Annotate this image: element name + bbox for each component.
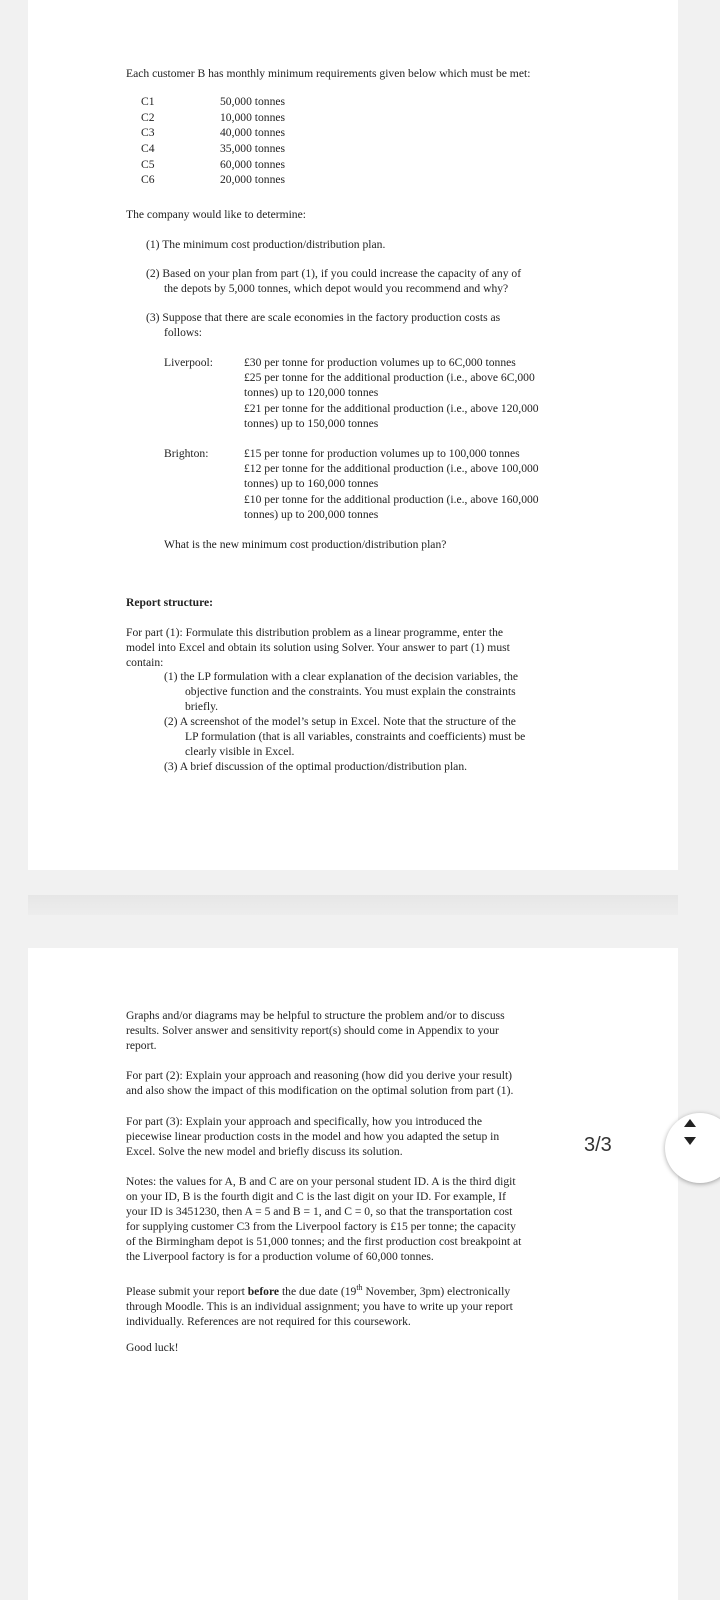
customer-id: C6 xyxy=(141,173,155,187)
part3-line: piecewise linear production costs in the model and how you adapted the setup in xyxy=(126,1130,500,1143)
part2-paragraph xyxy=(126,1068,513,1098)
brighton-cost-line: tonnes) up to 160,000 tonnes xyxy=(244,477,379,491)
customer-requirement: 50,000 tonnes xyxy=(220,95,286,108)
notes-line: Notes: the values for A, B and C are on your personal student ID. A is the third digit xyxy=(126,1175,516,1188)
question-3-line-2: follows: xyxy=(164,326,203,339)
notes-paragraph xyxy=(126,1174,521,1264)
brighton-cost-line: £12 per tonne for the additional production (i.e., above 100,000 xyxy=(244,462,539,476)
brighton-cost-line: £15 per tonne for production volumes up to 100,000 tonnes xyxy=(244,447,520,460)
item-2-cont xyxy=(185,729,525,759)
question-2-line-2: the depots by 5,000 tonnes, which depot would you recommend and why? xyxy=(164,282,509,295)
new-plan-question: What is the new minimum cost production/distribution plan? xyxy=(164,538,447,551)
part3-line: Excel. Solve the new model and briefly discuss its solution. xyxy=(126,1145,403,1158)
part1-paragraph xyxy=(126,625,510,671)
question-1: (1) The minimum cost production/distribution plan. xyxy=(146,238,386,251)
arrow-down-icon[interactable] xyxy=(684,1137,696,1145)
customer-id: C2 xyxy=(141,110,155,124)
customer-id: C5 xyxy=(141,157,155,171)
notes-line: the Liverpool factory is for a production volume of 60,000 tonnes. xyxy=(126,1250,434,1263)
part3-paragraph xyxy=(126,1114,499,1159)
item-1-line-1: (1) the LP formulation with a clear explanation of the decision variables, the xyxy=(164,670,519,683)
liverpool-label: Liverpool: xyxy=(164,356,213,369)
brighton-costs xyxy=(244,446,539,522)
liverpool-cost-line: £25 per tonne for the additional production (i.e., above 6C,000 xyxy=(244,371,535,385)
report-structure-heading: Report structure: xyxy=(126,596,214,609)
submit-line: through Moodle. This is an individual assignment; you have to write up your report xyxy=(126,1299,513,1313)
brighton-cost-line: tonnes) up to 200,000 tonnes xyxy=(244,507,379,521)
graphs-line: results. Solver answer and sensitivity report(s) should come in Appendix to your xyxy=(126,1024,499,1037)
customer-list xyxy=(141,94,181,188)
determine-text: The company would like to determine: xyxy=(126,208,306,221)
part2-line: For part (2): Explain your approach and reasoning (how did you derive your result) xyxy=(126,1069,513,1082)
liverpool-cost-line: tonnes) up to 150,000 tonnes xyxy=(244,416,379,430)
part2-line: and also show the impact of this modification on the optimal solution from part (1). xyxy=(126,1084,514,1097)
part1-line: For part (1): Formulate this distribution problem as a linear programme, enter the xyxy=(126,626,504,639)
item-2-line-1: (2) A screenshot of the model’s setup in Excel. Note that the structure of the xyxy=(164,715,516,728)
submit-text: Please submit your report xyxy=(126,1284,248,1298)
customer-id: C3 xyxy=(141,126,155,140)
requirement-list xyxy=(220,94,340,188)
customer-id: C1 xyxy=(141,95,155,108)
part3-line: For part (3): Explain your approach and specifically, how you introduced the xyxy=(126,1115,482,1128)
notes-line: of the Birmingham depot is 51,000 tonnes; and the first production cost breakpoint at xyxy=(126,1235,522,1248)
good-luck-text: Good luck! xyxy=(126,1341,179,1354)
notes-line: for supplying customer C3 from the Liverpool factory is £15 per tonne; the capacity xyxy=(126,1220,516,1233)
graphs-line: report. xyxy=(126,1039,157,1052)
item-2-line: LP formulation (that is all variables, constraints and coefficients) must be xyxy=(185,730,526,743)
page-gap xyxy=(28,895,678,915)
liverpool-cost-line: £21 per tonne for the additional production (i.e., above 120,000 xyxy=(244,401,539,415)
part1-line: model into Excel and obtain its solution using Solver. Your answer to part (1) must xyxy=(126,641,510,655)
customer-requirement: 20,000 tonnes xyxy=(220,173,286,187)
submit-line xyxy=(126,1280,513,1299)
notes-line: your ID is 3451230, then A = 5 and B = 1, and C = 0, so that the transportation cost xyxy=(126,1205,513,1218)
page-indicator: 3/3 xyxy=(584,1134,612,1156)
customer-requirement: 35,000 tonnes xyxy=(220,142,286,156)
customer-requirement: 10,000 tonnes xyxy=(220,110,286,124)
graphs-line: Graphs and/or diagrams may be helpful to structure the problem and/or to discuss xyxy=(126,1009,505,1022)
question-2-line-1: (2) Based on your plan from part (1), if you could increase the capacity of any of xyxy=(146,267,522,280)
submit-text: the due date (19 xyxy=(279,1284,357,1298)
liverpool-cost-line: tonnes) up to 120,000 tonnes xyxy=(244,386,379,400)
item-2-line: clearly visible in Excel. xyxy=(185,745,295,759)
brighton-cost-line: £10 per tonne for the additional production (i.e., above 160,000 xyxy=(244,492,539,506)
submit-paragraph xyxy=(126,1280,513,1329)
customer-id: C4 xyxy=(141,142,155,156)
brighton-label: Brighton: xyxy=(164,447,209,460)
arrow-up-icon[interactable] xyxy=(684,1119,696,1127)
item-3-line-1: (3) A brief discussion of the optimal production/distribution plan. xyxy=(164,760,468,773)
submit-text: November, 3pm) electronically xyxy=(362,1284,511,1298)
customer-requirement: 60,000 tonnes xyxy=(220,157,286,171)
item-1-cont xyxy=(185,684,516,714)
question-3-line-1: (3) Suppose that there are scale economies in the factory production costs as xyxy=(146,311,501,324)
intro-text: Each customer B has monthly minimum requirements given below which must be met: xyxy=(126,67,531,80)
item-1-line: briefly. xyxy=(185,700,219,714)
liverpool-costs xyxy=(244,355,539,431)
customer-requirement: 40,000 tonnes xyxy=(220,126,286,140)
item-1-line: objective function and the constraints. You must explain the constraints xyxy=(185,685,516,698)
ordinal-suffix: th xyxy=(356,1283,363,1292)
part1-line: contain: xyxy=(126,656,164,670)
submit-line: individually. References are not required for this coursework. xyxy=(126,1314,411,1328)
liverpool-cost-line: £30 per tonne for production volumes up to 6C,000 tonnes xyxy=(244,356,516,369)
submit-emphasis: before xyxy=(247,1284,280,1298)
notes-line: on your ID, B is the fourth digit and C is the last digit on your ID. For example, If xyxy=(126,1190,506,1203)
graphs-paragraph xyxy=(126,1008,505,1053)
